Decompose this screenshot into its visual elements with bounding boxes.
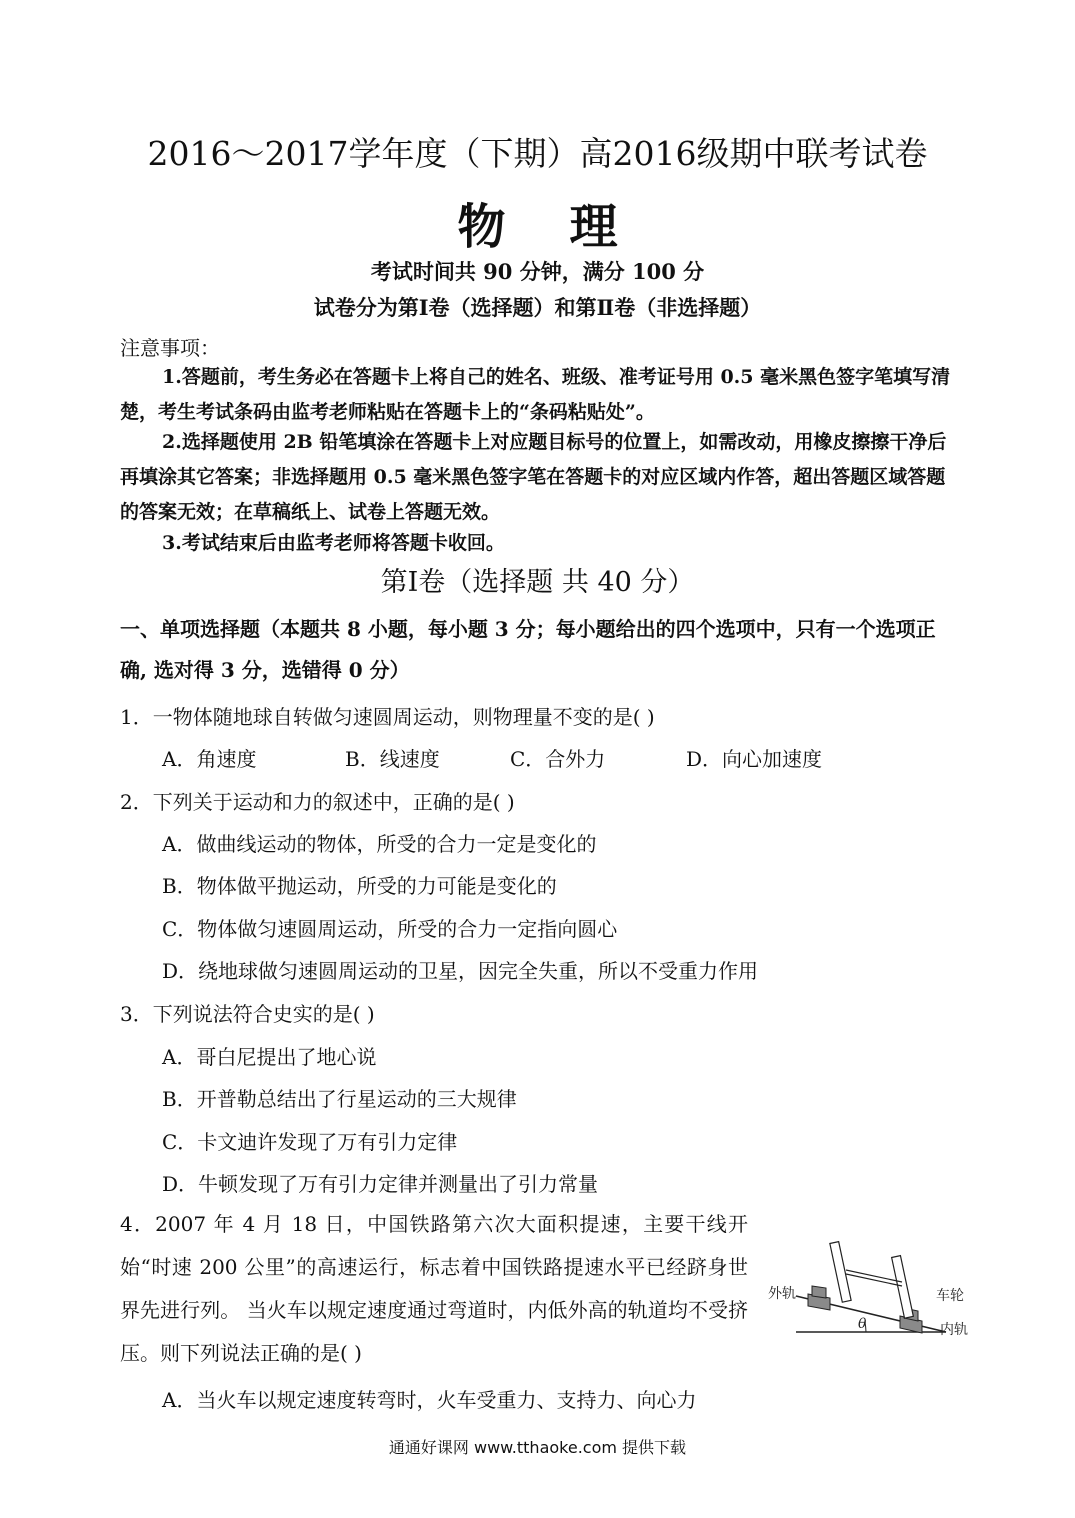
note-item-1: 1.答题前，考生务必在答题卡上将自己的姓名、班级、准考证号用 0.5 毫米黑色签字笔填写清楚，考生考试条码由监考老师粘贴在答题卡上的“条码粘贴处”。 — [120, 366, 951, 423]
question-1-option-d: D．向心加速度 — [686, 747, 823, 771]
part1-title: 第Ⅰ卷（选择题 共 40 分） — [380, 567, 695, 598]
outer-rail-label: 外轨 — [768, 1286, 796, 1302]
section-heading: 一、单项选择题（本题共 8 小题，每小题 3 分；每小题给出的四个选项中，只有一个选项正确, 选对得 3 分，选错得 0 分） — [120, 617, 936, 682]
question-3-option-b: B．开普勒总结出了行星运动的三大规律 — [162, 1087, 517, 1111]
exam-info: 考试时间共 90 分钟，满分 100 分 — [370, 259, 705, 284]
notes-heading: 注意事项： — [120, 336, 220, 360]
inner-wheel — [892, 1256, 914, 1319]
question-3-option-d: D．牛顿发现了万有引力定律并测量出了引力常量 — [162, 1172, 599, 1196]
subject-char-2: 理 — [569, 199, 618, 255]
question-1-option-c: C．合外力 — [510, 747, 606, 771]
subject-char-1: 物 — [457, 199, 506, 255]
question-2-option-d: D．绕地球做匀速圆周运动的卫星，因完全失重，所以不受重力作用 — [162, 959, 759, 983]
footer-credit: 通通好课网 www.tthaoke.com 提供下载 — [388, 1438, 687, 1457]
note-item-3: 3.考试结束后由监考老师将答题卡收回。 — [162, 532, 505, 554]
question-2-option-a: A．做曲线运动的物体，所受的合力一定是变化的 — [162, 832, 597, 856]
question-3-option-c: C．卡文迪许发现了万有引力定律 — [162, 1130, 458, 1154]
subject-title — [0, 188, 1075, 257]
question-1-stem: 1．一物体随地球自转做匀速圆周运动，则物理量不变的是( ) — [120, 705, 655, 729]
question-2-stem: 2．下列关于运动和力的叙述中，正确的是( ) — [120, 790, 515, 814]
question-3-stem: 3．下列说法符合史实的是( ) — [120, 1002, 375, 1026]
outer-wheel — [830, 1242, 851, 1303]
banked-track-figure — [768, 1236, 978, 1344]
question-2-option-c: C．物体做匀速圆周运动，所受的合力一定指向圆心 — [162, 917, 618, 941]
question-1-option-a: A．角速度 — [162, 747, 257, 771]
question-4-stem: 4．2007 年 4 月 18 日，中国铁路第六次大面积提速，主要干线开始“时速 200 公里”的高速运行，标志着中国铁路提速水平已经跻身世界先进行列。 当火车以规定速度通过弯道时，内低外高的轨道均不受挤压。则下列说法正确的是( ) — [120, 1212, 748, 1365]
exam-parts: 试卷分为第Ⅰ卷（选择题）和第Ⅱ卷（非选择题） — [313, 295, 762, 320]
question-3-option-a: A．哥白尼提出了地心说 — [162, 1045, 377, 1069]
exam-title: 2016～2017学年度（下期）高2016级期中联考试卷 — [147, 134, 928, 173]
wheel-label: 车轮 — [936, 1288, 964, 1304]
question-4-option-a: A．当火车以规定速度转弯时，火车受重力、支持力、向心力 — [162, 1388, 697, 1412]
outer-rail-top — [812, 1286, 826, 1298]
theta-label: θ — [858, 1316, 867, 1332]
question-1-option-b: B．线速度 — [345, 747, 440, 771]
inner-rail-label: 内轨 — [940, 1322, 968, 1338]
note-item-2: 2.选择题使用 2B 铅笔填涂在答题卡上对应题目标号的位置上，如需改动，用橡皮擦擦干净后再填涂其它答案；非选择题用 0.5 毫米黑色签字笔在答题卡的对应区域内作答，超出答题区域答题的答案无效；在草稿纸上、试卷上答题无效。 — [120, 431, 947, 523]
question-2-option-b: B．物体做平抛运动，所受的力可能是变化的 — [162, 874, 557, 898]
